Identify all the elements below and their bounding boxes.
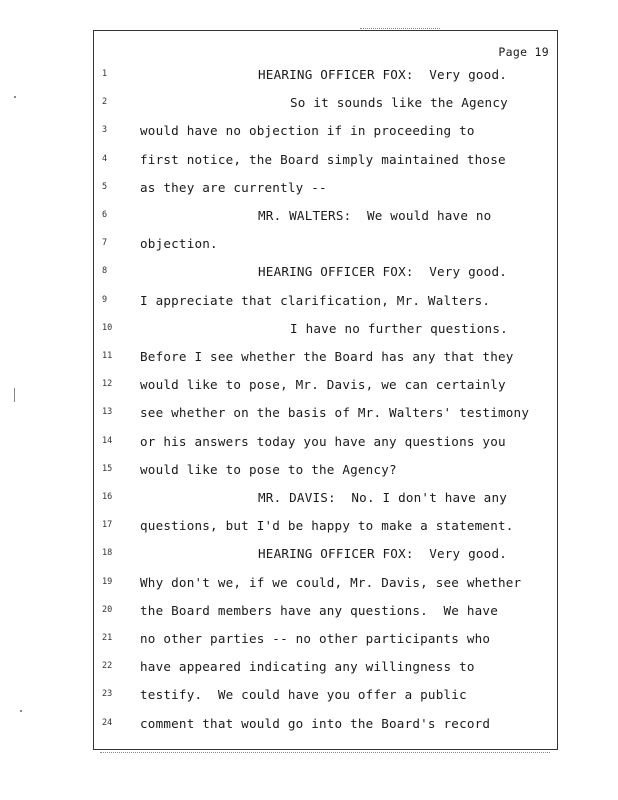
transcript-line bbox=[94, 377, 557, 397]
line-number: 15 bbox=[102, 463, 113, 474]
line-number: 14 bbox=[102, 435, 113, 446]
line-text: would like to pose to the Agency? bbox=[140, 461, 397, 477]
transcript-line bbox=[94, 462, 557, 482]
line-number: 21 bbox=[102, 633, 113, 643]
line-text: objection. bbox=[140, 236, 218, 252]
line-text: HEARING OFFICER FOX: Very good. bbox=[258, 264, 508, 280]
line-text: Why don't we, if we could, Mr. Davis, see whether bbox=[140, 574, 522, 590]
transcript-line bbox=[94, 152, 557, 172]
transcript-line bbox=[94, 716, 557, 736]
line-number: 7 bbox=[102, 238, 108, 249]
line-text: Before I see whether the Board has any that they bbox=[140, 349, 514, 364]
line-text: no other parties -- no other participants who bbox=[140, 631, 491, 646]
line-text: questions, but I'd be happy to make a statement. bbox=[140, 518, 514, 534]
transcript-line bbox=[94, 631, 557, 651]
line-text: would like to pose, Mr. Davis, we can certainly bbox=[140, 377, 506, 393]
transcript-line bbox=[94, 349, 557, 369]
transcript-line bbox=[94, 687, 557, 707]
line-text: the Board members have any questions. We have bbox=[140, 602, 498, 618]
line-number: 18 bbox=[102, 548, 113, 559]
transcript-line bbox=[94, 208, 557, 228]
transcript-line bbox=[94, 180, 557, 200]
line-number: 13 bbox=[102, 407, 113, 418]
transcript-line bbox=[94, 603, 557, 623]
line-text: testify. We could have you offer a public bbox=[140, 687, 467, 703]
line-number: 1 bbox=[102, 69, 108, 79]
transcript-line bbox=[94, 518, 557, 538]
transcript-line bbox=[94, 95, 557, 115]
transcript-line bbox=[94, 546, 557, 566]
line-text: would have no objection if in proceeding to bbox=[140, 123, 475, 139]
line-number: 5 bbox=[102, 181, 108, 192]
line-text: I have no further questions. bbox=[290, 320, 508, 336]
scan-speck bbox=[20, 710, 22, 712]
line-number: 20 bbox=[102, 604, 113, 615]
scan-speck bbox=[14, 388, 15, 402]
transcript-line bbox=[94, 434, 557, 454]
line-number: 11 bbox=[102, 351, 113, 361]
line-number: 22 bbox=[102, 661, 113, 672]
line-text: MR. DAVIS: No. I don't have any bbox=[258, 490, 508, 505]
transcript-line bbox=[94, 236, 557, 256]
line-number: 9 bbox=[102, 294, 108, 305]
line-number: 8 bbox=[102, 266, 108, 277]
page-number: Page 19 bbox=[498, 45, 549, 59]
transcript-line bbox=[94, 490, 557, 510]
line-text: comment that would go into the Board's record bbox=[140, 715, 491, 731]
line-number: 17 bbox=[102, 520, 113, 531]
line-text: as they are currently -- bbox=[140, 179, 327, 195]
transcript-line bbox=[94, 659, 557, 679]
scan-artifact bbox=[360, 28, 440, 30]
line-number: 12 bbox=[102, 379, 113, 390]
line-text: HEARING OFFICER FOX: Very good. bbox=[258, 546, 508, 562]
line-text: or his answers today you have any questions you bbox=[140, 433, 506, 449]
line-text: I appreciate that clarification, Mr. Walters. bbox=[140, 292, 491, 308]
line-text: first notice, the Board simply maintained those bbox=[140, 151, 506, 167]
line-number: 3 bbox=[102, 125, 108, 136]
transcript-line bbox=[94, 123, 557, 143]
transcript-line bbox=[94, 67, 557, 87]
transcript-line bbox=[94, 264, 557, 284]
transcript-line bbox=[94, 293, 557, 313]
transcript-line bbox=[94, 321, 557, 341]
line-number: 4 bbox=[102, 153, 108, 164]
transcript-line bbox=[94, 405, 557, 425]
line-text: see whether on the basis of Mr. Walters' testimony bbox=[140, 405, 530, 421]
transcript-line bbox=[94, 575, 557, 595]
line-text: So it sounds like the Agency bbox=[290, 95, 508, 111]
line-text: MR. WALTERS: We would have no bbox=[258, 208, 492, 223]
line-number: 2 bbox=[102, 97, 108, 108]
scan-artifact bbox=[100, 752, 550, 754]
line-text: HEARING OFFICER FOX: Very good. bbox=[258, 67, 508, 82]
line-number: 10 bbox=[102, 322, 113, 333]
line-number: 6 bbox=[102, 210, 108, 220]
scan-speck bbox=[14, 96, 16, 98]
line-text: have appeared indicating any willingness to bbox=[140, 659, 475, 675]
line-number: 16 bbox=[102, 492, 113, 502]
line-number: 24 bbox=[102, 717, 113, 728]
transcript-page bbox=[93, 30, 558, 750]
line-number: 19 bbox=[102, 576, 113, 587]
line-number: 23 bbox=[102, 689, 113, 700]
